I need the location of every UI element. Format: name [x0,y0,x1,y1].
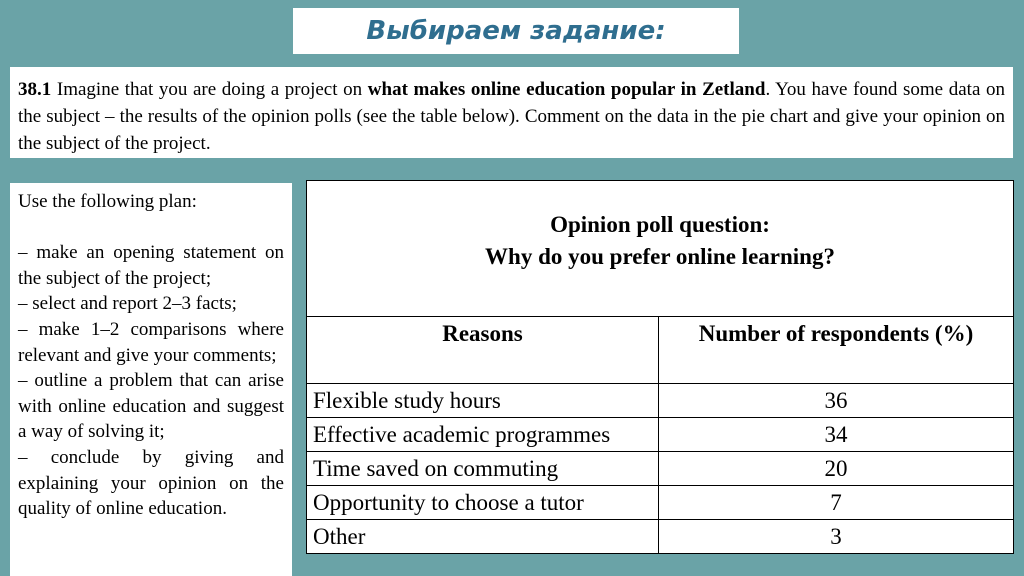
plan-item: – conclude by giving and explaining your opinion on the quality of online education. [18,446,284,520]
value-cell: 3 [659,520,1014,554]
column-header-reasons: Reasons [307,317,659,384]
task-topic: what makes online education popular in Zetland [367,79,766,100]
task-number: 38.1 [18,79,52,100]
poll-question-label: Opinion poll question: [550,212,770,237]
plan-spacer [18,215,284,241]
poll-table [306,180,1014,554]
value-cell: 36 [659,384,1014,418]
task-text-before: Imagine that you are doing a project on [51,79,368,100]
table-row [307,418,1014,452]
task-text-after: . You have found some data on the subject – the results of the opinion polls (see the table below). Comment on the data in the pie chart and give your opinion on the subject of the project. [18,79,1005,154]
page-title-box [293,8,739,54]
plan-item: – make an opening statement on the subject of the project; [18,242,284,289]
poll-question-text: Why do you prefer online learning? [485,244,835,269]
value-cell: 20 [659,452,1014,486]
reason-cell: Time saved on commuting [307,452,659,486]
poll-question-cell [307,181,1014,317]
task-description [10,67,1013,158]
column-header-respondents: Number of respondents (%) [659,317,1014,384]
page-title: Выбираем задание: [366,16,666,46]
reason-cell: Opportunity to choose a tutor [307,486,659,520]
value-cell: 34 [659,418,1014,452]
plan-intro: Use the following plan: [18,191,197,212]
plan-item: – select and report 2–3 facts; [18,293,237,315]
table-row [307,520,1014,554]
reason-cell: Flexible study hours [307,384,659,418]
reason-cell: Other [307,520,659,554]
plan-panel [10,183,292,576]
poll-table-container [306,180,1013,554]
table-row [307,384,1014,418]
table-row [307,486,1014,520]
plan-item: – make 1–2 comparisons where relevant and give your comments; [18,318,284,366]
reason-cell: Effective academic programmes [307,418,659,452]
table-row [307,452,1014,486]
plan-item: – outline a problem that can arise with online education and suggest a way of solving it; [18,370,284,443]
value-cell: 7 [659,486,1014,520]
